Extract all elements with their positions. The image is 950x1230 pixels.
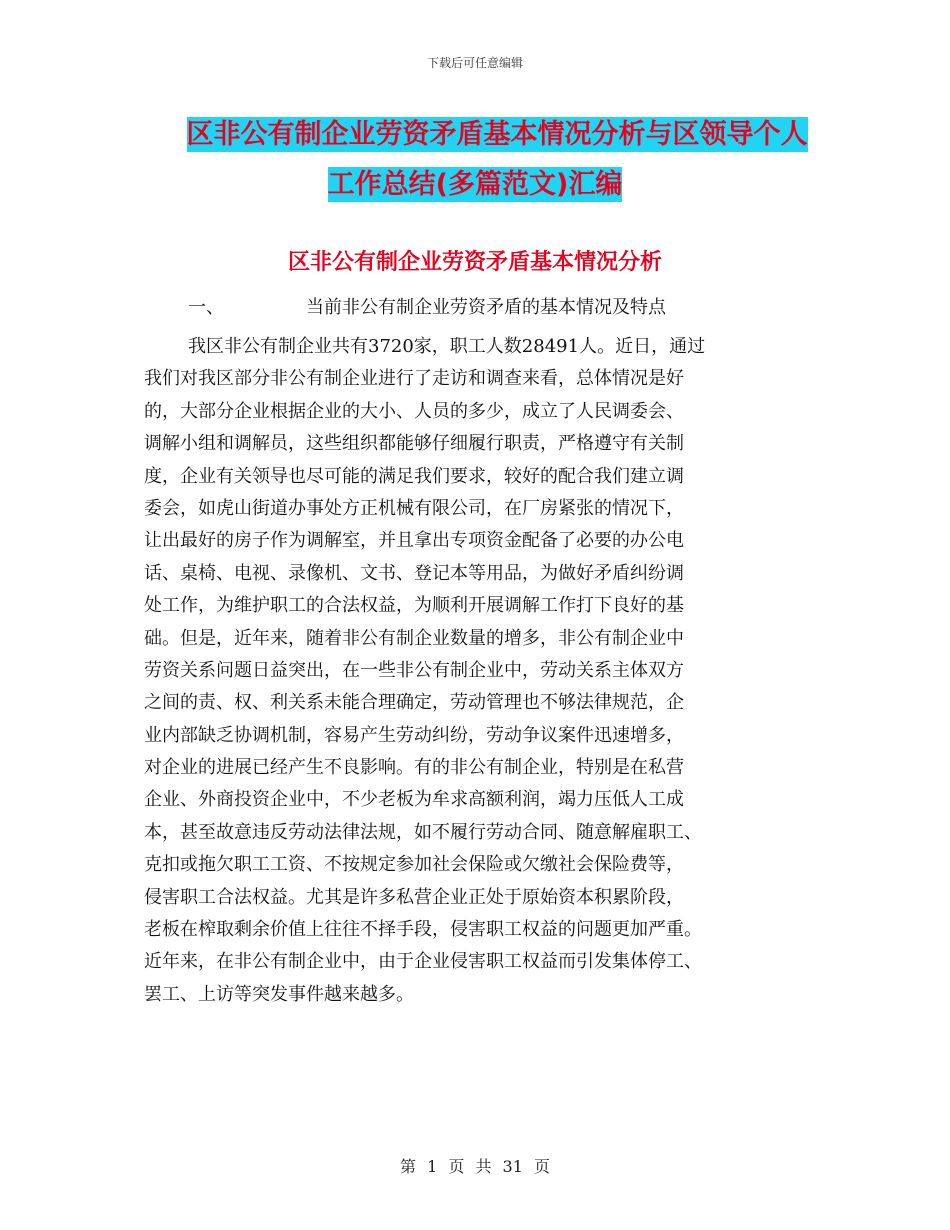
body-line: 度，企业有关领导也尽可能的满足我们要求，较好的配合我们建立调 xyxy=(144,465,684,487)
body-line: 我区非公有制企业共有3720家，职工人数28491人。近日，通过 xyxy=(188,336,706,357)
document-title-line-2-text: 工作总结(多篇范文)汇编 xyxy=(327,169,623,200)
section-title: 区非公有制企业劳资矛盾基本情况分析 xyxy=(287,250,662,275)
document-title-line-1-text: 区非公有制企业劳资矛盾基本情况分析与区领导个人 xyxy=(186,119,808,150)
body-line: 业内部缺乏协调机制，容易产生劳动纠纷，劳动争议案件迅速增多， xyxy=(144,724,684,746)
body-line: 本，甚至故意违反劳动法律法规，如不履行劳动合同、随意解雇职工、 xyxy=(144,821,702,843)
body-line: 处工作，为维护职工的合法权益，为顺利开展调解工作打下良好的基 xyxy=(144,595,684,617)
body-line: 调解小组和调解员，这些组织都能够仔细履行职责，严格遵守有关制 xyxy=(144,433,684,455)
body-paragraph xyxy=(144,331,806,1011)
body-line: 侵害职工合法权益。尤其是许多私营企业正处于原始资本积累阶段， xyxy=(144,886,684,908)
body-line: 话、桌椅、电视、录像机、文书、登记本等用品，为做好矛盾纠纷调 xyxy=(144,562,684,584)
body-line: 础。但是，近年来，随着非公有制企业数量的增多，非公有制企业中 xyxy=(144,627,684,649)
body-line: 罢工、上访等突发事件越来越多。 xyxy=(144,983,414,1005)
body-line: 企业、外商投资企业中，不少老板为牟求高额利润，竭力压低人工成 xyxy=(144,789,684,811)
body-line: 近年来，在非公有制企业中，由于企业侵害职工权益而引发集体停工、 xyxy=(144,951,702,973)
body-line: 的，大部分企业根据企业的大小、人员的多少，成立了人民调委会、 xyxy=(144,400,684,422)
body-line: 克扣或拖欠职工工资、不按规定参加社会保险或欠缴社会保险费等， xyxy=(144,854,684,876)
document-title-line-2 xyxy=(0,160,950,210)
body-line: 让出最好的房子作为调解室，并且拿出专项资金配备了必要的办公电 xyxy=(144,530,684,552)
heading-number: 一、 xyxy=(188,297,224,318)
page-header: 下载后可任意编辑 xyxy=(426,56,523,70)
body-line: 委会，如虎山街道办事处方正机械有限公司，在厂房紧张的情况下， xyxy=(144,497,684,519)
document-title-line-1 xyxy=(0,110,950,160)
document-title xyxy=(0,110,950,210)
body-line: 老板在榨取剩余价值上往往不择手段，侵害职工权益的问题更加严重。 xyxy=(144,919,702,941)
heading-text: 当前非公有制企业劳资矛盾的基本情况及特点 xyxy=(306,297,666,318)
body-line: 劳资关系问题日益突出，在一些非公有制企业中，劳动关系主体双方 xyxy=(144,659,684,681)
heading-level-1 xyxy=(188,296,808,320)
page-footer: 第 1 页 共 31 页 xyxy=(400,1157,550,1176)
body-line: 之间的责、权、利关系未能合理确定，劳动管理也不够法律规范，企 xyxy=(144,692,684,714)
body-line: 对企业的进展已经产生不良影响。有的非公有制企业，特别是在私营 xyxy=(144,757,684,779)
body-line: 我们对我区部分非公有制企业进行了走访和调查来看，总体情况是好 xyxy=(144,368,684,390)
